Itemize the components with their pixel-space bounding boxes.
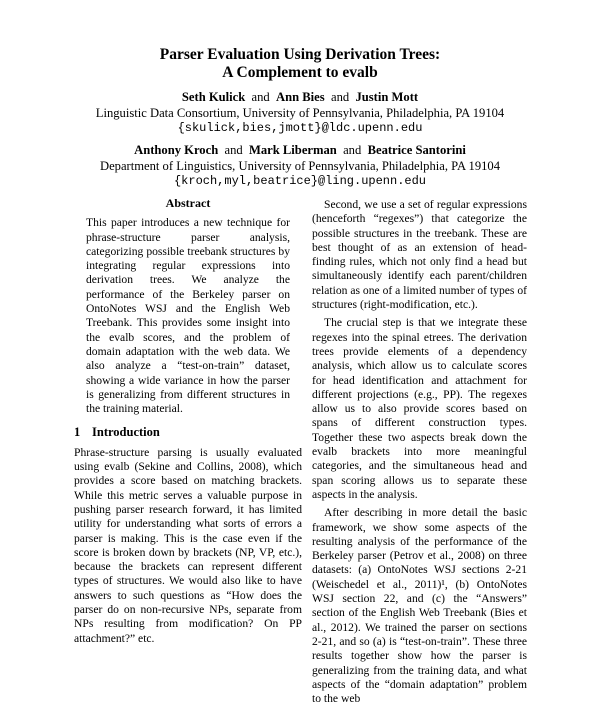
body-paragraph: The crucial step is that we integrate these regexes into the spinal etrees. The derivation trees provide elements of a dependency analysis, which allow us to calculate scores for head identification and attachment for different projections (e.g., PP). The regexes allow us to also provide scores based on spans of different construction types. Together these two aspects break down the evalb brackets into more meaningful categories, and the simultaneous head and span scoring allows us to separate these aspects in the analysis.	[312, 316, 527, 501]
email-1: {skulick,bies,jmott}@ldc.upenn.edu	[177, 121, 423, 135]
author-separator: and	[224, 143, 243, 157]
section-number: 1	[74, 425, 81, 440]
email-2: {kroch,myl,beatrice}@ling.upenn.edu	[173, 174, 427, 188]
author-separator: and	[330, 90, 350, 104]
affiliation-2: Department of Linguistics, University of Pennsylvania, Philadelphia, PA 19104	[99, 158, 501, 173]
title-line-2: A Complement to evalb	[222, 64, 378, 81]
body-paragraph: After describing in more detail the basic framework, we show some aspects of the resulting analysis of the performance of the Berkeley parser (Petrov et al., 2008) on three datasets: (a) OntoNotes WSJ sections 2-21 (Weischedel et al., 2011)¹, (b) OntoNotes WSJ section 22, and (c) the “Answers” section of the English Web Treebank (Bies et al., 2012). We trained the parser on sections 2-21, and so (a) is “test-on-train”. These three results together show how the parser is generalizing from the training data, and what aspects of the “domain adaptation” problem to the web	[312, 506, 527, 706]
author-separator: and	[251, 90, 270, 104]
section-title: Introduction	[92, 425, 160, 440]
author-separator: and	[343, 143, 362, 157]
abstract-text: This paper introduces a new technique for phrase-structure parser analysis, categorizing possible treebank structures by integrating regular expressions into derivation trees. We analyze the performance of the Berkeley parser on OntoNotes WSJ and the English Web Treebank. This provides some insight into the evalb scores, and the problem of domain adaptation with the web data. We also analyze a “test-on-train” dataset, showing a wide variance in how the parser is generalizing from different structures in the training material.	[86, 216, 290, 416]
body-paragraph: Second, we use a set of regular expressions (henceforth “regexes”) that categorize the possible structures in the treebank. These are best thought of as an extension of head-finding rules, which not only find a head but simultaneously identify each parent/children relation as one of a limited number of types of structures (right-modification, etc.).	[312, 198, 527, 312]
author-block-2	[0, 143, 600, 190]
author-name: Justin Mott	[355, 90, 419, 104]
paper-title	[0, 46, 600, 82]
author-names-1	[0, 90, 600, 106]
section-heading	[74, 425, 302, 439]
author-block-1	[0, 90, 600, 137]
author-name: Anthony Kroch	[134, 143, 219, 157]
abstract-heading: Abstract	[165, 196, 211, 210]
left-column	[74, 196, 302, 646]
author-name: Beatrice Santorini	[367, 143, 466, 157]
right-column	[312, 198, 527, 706]
author-name: Seth Kulick	[181, 90, 246, 104]
author-name: Mark Liberman	[248, 143, 337, 157]
author-names-2	[0, 143, 600, 159]
affiliation-1: Linguistic Data Consortium, University of Pennsylvania, Philadelphia, PA 19104	[95, 105, 505, 120]
author-name: Ann Bies	[276, 90, 325, 104]
title-line-1: Parser Evaluation Using Derivation Trees:	[159, 46, 441, 63]
intro-paragraph: Phrase-structure parsing is usually evaluated using evalb (Sekine and Collins, 2008), which provides a score based on matching brackets. While this metric serves a valuable purpose in pushing parser research forward, it has limited utility for understanding what sorts of errors a parser is making. This is the case even if the score is broken down by brackets (NP, VP, etc.), because the brackets can represent different types of structures. We would also like to have answers to such questions as “How does the parser do on non-recursive NPs, separate from NPs resulting from modification? On PP attachment?” etc.	[74, 445, 302, 645]
